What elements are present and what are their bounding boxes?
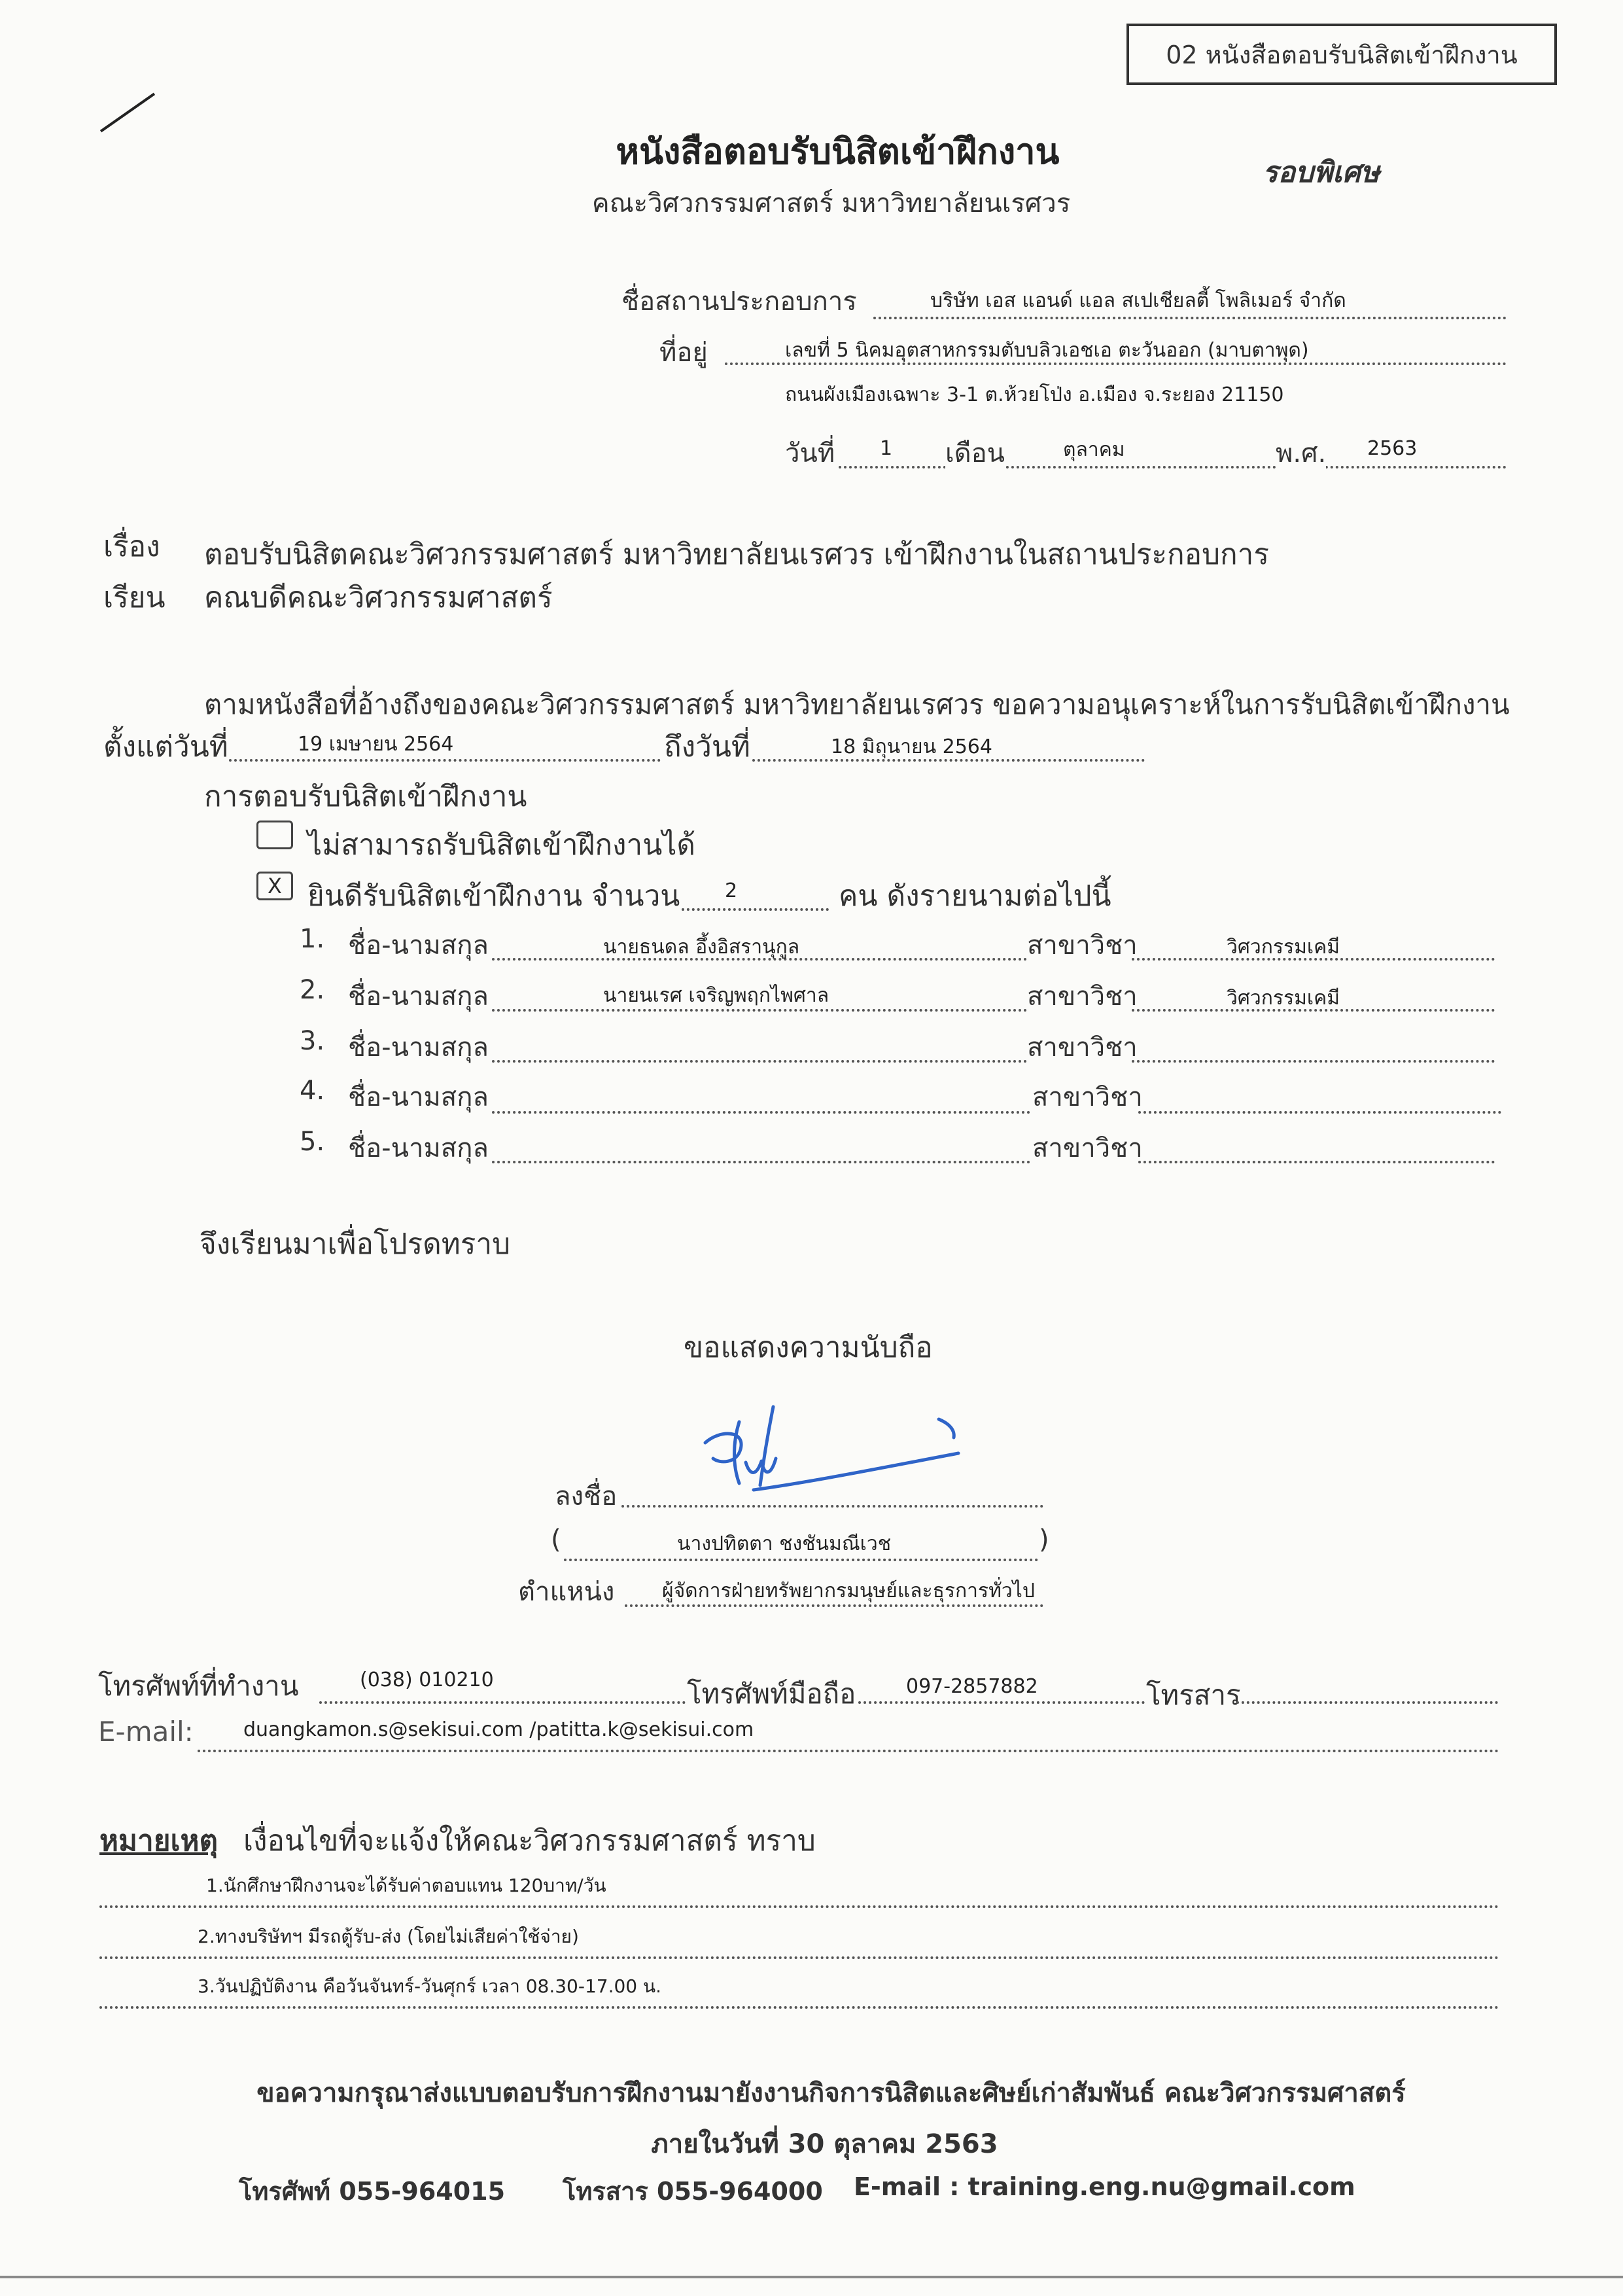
page-title: หนังสือตอบรับนิสิตเข้าฝึกงาน: [616, 131, 1060, 172]
subject-text: ตอบรับนิสิตคณะวิศวกรรมศาสตร์ มหาวิทยาลัยนเรศวร เข้าฝึกงานในสถานประกอบการ: [204, 538, 1270, 571]
student-no: 1.: [300, 924, 325, 954]
date-month-value: ตุลาคม: [1063, 438, 1125, 461]
address-line1-value: เลขที่ 5 นิคมอุตสาหกรรมตับบลิวเอชเอ ตะวันออก (มาบตาพุด): [785, 339, 1309, 362]
student-no: 2.: [300, 975, 325, 1005]
student-major-line: [1138, 1111, 1501, 1114]
reject-checkbox[interactable]: [256, 821, 293, 849]
body-text: ตามหนังสือที่อ้างถึงของคณะวิศวกรรมศาสตร์ มหาวิทยาลัยนเรศวร ขอความอนุเคราะห์ในการรับนิสิตเข้าฝึกงาน: [204, 688, 1510, 720]
address-line2-value: ถนนผังเมืองเฉพาะ 3-1 ต.ห้วยโป่ง อ.เมือง จ.ระยอง 21150: [785, 383, 1284, 406]
student-no: 3.: [300, 1026, 325, 1056]
student-name-line: [492, 1161, 1030, 1163]
email-label: E-mail:: [98, 1716, 194, 1748]
student-name-line: [492, 1111, 1030, 1114]
student-name-label: ชื่อ-นามสกุล: [348, 981, 489, 1012]
sign-line: [621, 1505, 1043, 1508]
note-line: [99, 1905, 1499, 1908]
note-line: [99, 2006, 1499, 2009]
footer-phone: โทรศัพท์ 055-964015: [239, 2177, 506, 2206]
footer-deadline: ภายในวันที่ 30 ตุลาคม 2563: [651, 2129, 998, 2159]
subject-label: เรื่อง: [103, 530, 160, 563]
student-name-label: ชื่อ-นามสกุล: [348, 1133, 489, 1163]
email-value: duangkamon.s@sekisui.com /patitta.k@sekisui.com: [243, 1718, 754, 1741]
student-no: 4.: [300, 1076, 325, 1106]
accept-checkbox[interactable]: X: [256, 872, 293, 900]
note-line: [99, 1956, 1499, 1959]
student-major-line: [1132, 1060, 1495, 1063]
special-round-note: รอบพิเศษ: [1263, 156, 1380, 189]
date-year-label: พ.ศ.: [1276, 432, 1326, 474]
notes-label: หมายเหตุ: [99, 1824, 218, 1858]
footer-fax: โทรสาร 055-964000: [563, 2177, 823, 2206]
mobile-line: [858, 1701, 1145, 1704]
student-name-value: นายนเรศ เจริญพฤกไพศาล: [603, 984, 829, 1007]
position-label: ตำแหน่ง: [518, 1577, 615, 1607]
form-code: 02 หนังสือตอบรับนิสิตเข้าฝึกงาน: [1166, 41, 1518, 69]
student-major-label: สาขาวิชา: [1027, 930, 1138, 961]
regards-text: ขอแสดงความนับถือ: [684, 1331, 933, 1364]
position-value: ผู้จัดการฝ่ายทรัพยากรมนุษย์และธุรการทั่วไป: [662, 1580, 1035, 1602]
date-day-value: 1: [880, 437, 893, 460]
student-major-value: วิศวกรรมเคมี: [1227, 936, 1340, 959]
page-subtitle: คณะวิศวกรรมศาสตร์ มหาวิทยาลัยนเรศวร: [591, 188, 1071, 219]
period-from-value: 19 เมษายน 2564: [298, 733, 454, 756]
period-to-value: 18 มิถุนายน 2564: [831, 735, 992, 758]
sign-label: ลงชื่อ: [555, 1481, 618, 1511]
student-no: 5.: [300, 1127, 325, 1157]
notes-heading: เงื่อนไขที่จะแจ้งให้คณะวิศวกรรมศาสตร์ ทราบ: [243, 1824, 816, 1858]
student-major-label: สาขาวิชา: [1027, 1033, 1138, 1063]
date-line: [839, 466, 1507, 468]
to-label: เรียน: [103, 581, 166, 614]
student-major-label: สาขาวิชา: [1032, 1082, 1143, 1112]
date-month-label: เดือน: [945, 432, 1005, 474]
mobile-value: 097-2857882: [906, 1675, 1038, 1698]
note-item: 2.ทางบริษัทฯ มีรถตู้รับ-ส่ง (โดยไม่เสียค่าใช้จ่าย): [198, 1926, 579, 1947]
office-phone-line: [319, 1701, 686, 1704]
reject-option-label: ไม่สามารถรับนิสิตเข้าฝึกงานได้: [307, 828, 695, 862]
accept-count-line: [682, 908, 829, 911]
period-to-label: ถึงวันที่: [664, 730, 750, 764]
email-line: [198, 1750, 1499, 1752]
fax-label: โทรสาร: [1146, 1679, 1241, 1711]
student-major-line: [1138, 1161, 1495, 1163]
student-name-line: [492, 1060, 1027, 1063]
footer-email[interactable]: E-mail : training.eng.nu@gmail.com: [854, 2172, 1355, 2201]
footer-instruction: ขอความกรุณาส่งแบบตอบรับการฝึกงานมายังงานกิจการนิสิตและศิษย์เก่าสัมพันธ์ คณะวิศวกรรมศาสตร์: [256, 2078, 1406, 2108]
accept-count-value: 2: [725, 879, 738, 902]
signature-image: [693, 1404, 981, 1502]
company-name-label: ชื่อสถานประกอบการ: [621, 287, 857, 317]
student-name-value: นายธนดล อึ้งอิสรานุกูล: [603, 936, 800, 959]
scan-bottom-edge: [0, 2276, 1623, 2278]
office-phone-value: (038) 010210: [360, 1669, 494, 1691]
closing-text: จึงเรียนมาเพื่อโปรดทราบ: [200, 1227, 511, 1261]
date-day-label: วันที่: [785, 438, 835, 468]
note-item: 1.นักศึกษาฝึกงานจะได้รับค่าตอบแทน 120บาท/วัน: [206, 1875, 606, 1896]
form-code-box: [1126, 24, 1557, 85]
to-text: คณบดีคณะวิศวกรรมศาสตร์: [204, 581, 553, 614]
student-name-label: ชื่อ-นามสกุล: [348, 1082, 489, 1112]
address-label: ที่อยู่: [659, 338, 708, 368]
signer-close-paren: ): [1039, 1525, 1049, 1555]
note-item: 3.วันปฏิบัติงาน คือวันจันทร์-วันศุกร์ เวลา 08.30-17.00 น.: [198, 1975, 662, 1997]
student-major-label: สาขาวิชา: [1032, 1133, 1143, 1163]
student-name-label: ชื่อ-นามสกุล: [348, 1033, 489, 1063]
period-from-label: ตั้งแต่วันที่: [103, 730, 228, 764]
student-major-value: วิศวกรรมเคมี: [1227, 987, 1340, 1010]
signer-open-paren: (: [551, 1525, 561, 1555]
company-name-value: บริษัท เอส แอนด์ แอล สเปเชียลตี้ โพลิเมอร์ จำกัด: [930, 289, 1346, 312]
company-name-line: [873, 317, 1507, 319]
mobile-label: โทรศัพท์มือถือ: [687, 1678, 856, 1710]
student-name-label: ชื่อ-นามสกุล: [348, 930, 489, 961]
office-phone-label: โทรศัพท์ที่ทำงาน: [98, 1670, 299, 1702]
student-major-label: สาขาวิชา: [1027, 981, 1138, 1012]
accept-option-label: ยินดีรับนิสิตเข้าฝึกงาน จำนวน: [307, 879, 680, 913]
signer-name: นางปทิตตา ชงชันมณีเวช: [677, 1532, 892, 1555]
response-heading: การตอบรับนิสิตเข้าฝึกงาน: [204, 780, 527, 813]
date-year-value: 2563: [1367, 437, 1418, 460]
fax-line: [1236, 1701, 1498, 1704]
accept-suffix: คน ดังรายนามต่อไปนี้: [839, 879, 1111, 913]
